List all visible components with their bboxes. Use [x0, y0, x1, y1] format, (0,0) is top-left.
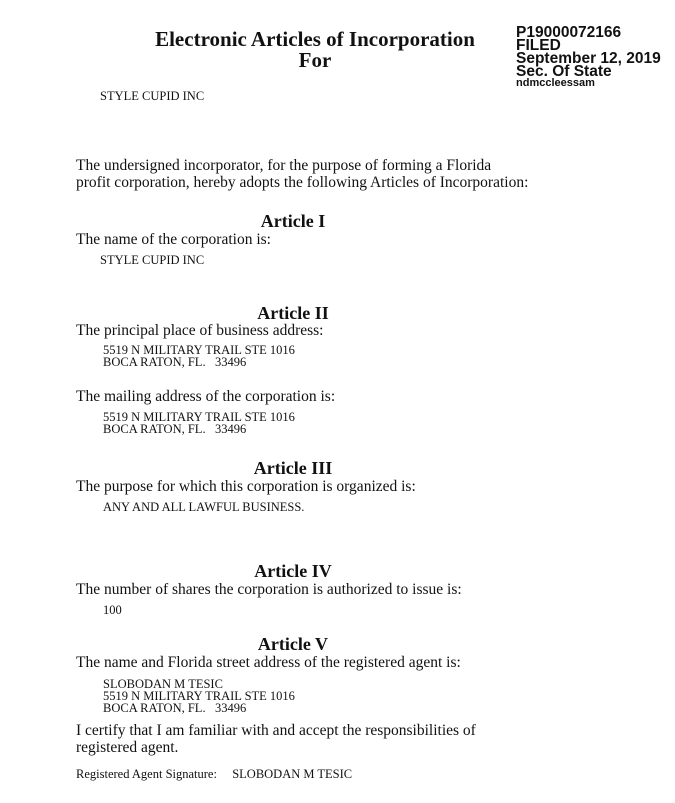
registered-agent-address-1: 5519 N MILITARY TRAIL STE 1016 — [103, 689, 295, 703]
certify-line-1: I certify that I am familiar with and accept the responsibilities of — [76, 722, 476, 739]
article-3-statement: The purpose for which this corporation is organized is: — [76, 478, 416, 495]
article-3-heading: Article III — [253, 458, 333, 478]
article-4-statement: The number of shares the corporation is authorized to issue is: — [76, 581, 462, 598]
filing-clerk: ndmccleessam — [516, 77, 595, 89]
article-5-statement: The name and Florida street address of the registered agent is: — [76, 654, 461, 671]
document-title: Electronic Articles of Incorporation — [155, 27, 475, 51]
article-2-mailing-statement: The mailing address of the corporation is: — [76, 388, 336, 405]
intro-line-1: The undersigned incorporator, for the purpose of forming a Florida — [76, 157, 492, 174]
filing-office: Sec. Of State — [516, 63, 612, 80]
article-2-principal-statement: The principal place of business address: — [76, 322, 324, 339]
filing-status: FILED — [516, 37, 561, 54]
article-1-value: STYLE CUPID INC — [100, 253, 205, 267]
article-2-principal-line-1: 5519 N MILITARY TRAIL STE 1016 — [103, 343, 295, 357]
certify-line-2: registered agent. — [76, 739, 179, 756]
signature-value: SLOBODAN M TESIC — [232, 767, 353, 781]
article-2-principal-line-2: BOCA RATON, FL. 33496 — [103, 355, 247, 369]
intro-line-2: profit corporation, hereby adopts the following Articles of Incorporation: — [76, 174, 529, 191]
article-1-statement: The name of the corporation is: — [76, 231, 271, 248]
article-4-heading: Article IV — [254, 561, 332, 581]
filing-stamp — [516, 26, 661, 89]
registered-agent-address-2: BOCA RATON, FL. 33496 — [103, 701, 247, 715]
article-5-heading: Article V — [257, 634, 329, 654]
article-3-value: ANY AND ALL LAWFUL BUSINESS. — [103, 500, 305, 514]
corporation-name-header: STYLE CUPID INC — [100, 89, 205, 103]
article-4-value: 100 — [103, 603, 122, 617]
signature-label: Registered Agent Signature: — [76, 767, 217, 781]
document-title-for: For — [298, 48, 332, 72]
article-2-mailing-line-2: BOCA RATON, FL. 33496 — [103, 422, 247, 436]
filing-date: September 12, 2019 — [516, 50, 661, 67]
document-number: P19000072166 — [516, 24, 622, 41]
signature-line — [76, 767, 352, 781]
article-2-mailing-line-1: 5519 N MILITARY TRAIL STE 1016 — [103, 410, 295, 424]
article-2-heading: Article II — [257, 303, 329, 323]
article-1-heading: Article I — [260, 211, 326, 231]
registered-agent-name: SLOBODAN M TESIC — [103, 677, 223, 691]
